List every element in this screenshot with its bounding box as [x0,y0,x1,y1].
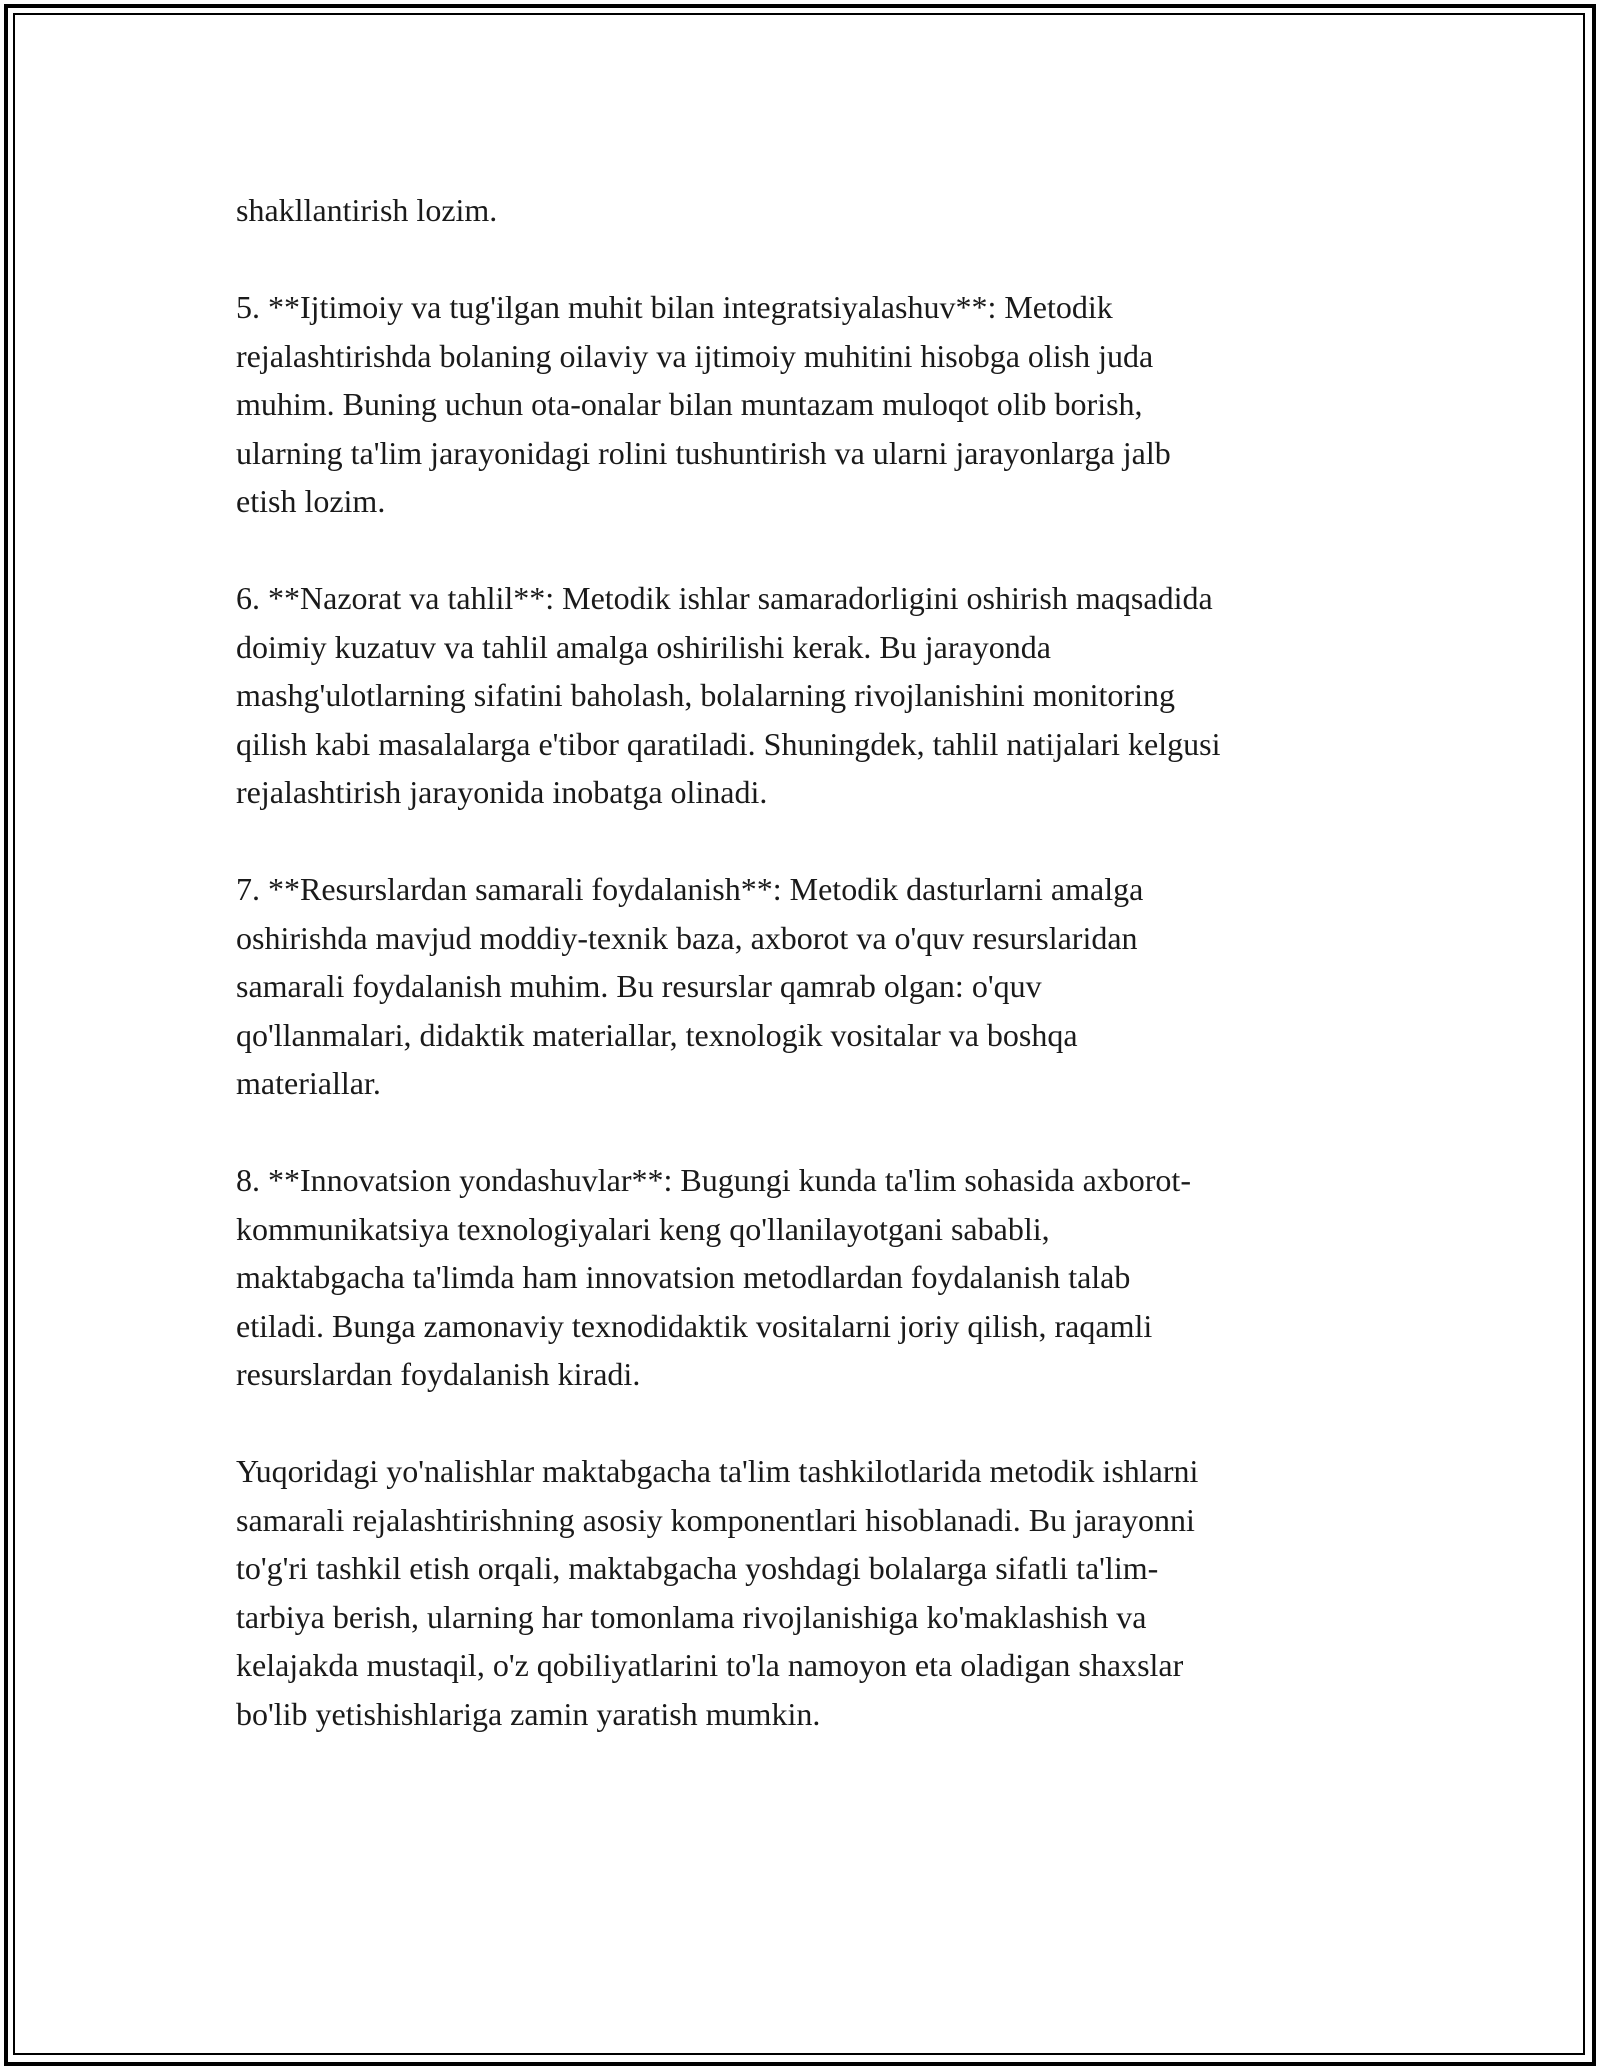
text-line: 7. **Resurslardan samarali foydalanish**: Metodik dasturlarni amalga [236,871,1144,907]
text-line: etish lozim. [236,483,386,519]
text-line: doimiy kuzatuv va tahlil amalga oshirilishi kerak. Bu jarayonda [236,628,1051,665]
text-line: etiladi. Bunga zamonaviy texnodidaktik vositalarni joriy qilish, raqamli [236,1307,1153,1344]
text-line: materiallar. [236,1065,381,1101]
paragraph-conclusion [236,1447,1376,1738]
text-line: kelajakda mustaqil, o'z qobiliyatlarini to'la namoyon eta oladigan shaxslar [236,1647,1184,1683]
paragraph-item-7 [236,865,1376,1108]
text-line: mashg'ulotlarning sifatini baholash, bolalarning rivojlanishini monitoring [236,677,1175,713]
text-line: muhim. Buning uchun ota-onalar bilan muntazam muloqot olib borish, [236,386,1143,422]
paragraph-continuation [236,186,1376,235]
text-line: qo'llanmalari, didaktik materiallar, texnologik vositalar va boshqa [236,1016,1078,1053]
text-line: 8. **Innovatsion yondashuvlar**: Bugungi kunda ta'lim sohasida axborot- [236,1162,1191,1198]
text-line: bo'lib yetishishlariga zamin yaratish mumkin. [236,1695,821,1732]
text-line: shakllantirish lozim. [236,192,498,228]
text-line: qilish kabi masalalarga e'tibor qaratiladi. Shuningdek, tahlil natijalari kelgusi [236,725,1221,762]
text-line: 5. **Ijtimoiy va tug'ilgan muhit bilan integratsiyalashuv**: Metodik [236,289,1113,325]
text-line: oshirishda mavjud moddiy-texnik baza, axborot va o'quv resurslaridan [236,919,1138,956]
text-line: samarali foydalanish muhim. Bu resurslar qamrab olgan: o'quv [236,968,1042,1004]
text-line: tarbiya berish, ularning har tomonlama rivojlanishiga ko'maklashish va [236,1598,1147,1635]
text-line: maktabgacha ta'limda ham innovatsion metodlardan foydalanish talab [236,1259,1131,1295]
text-line: to'g'ri tashkil etish orqali, maktabgacha yoshdagi bolalarga sifatli ta'lim- [236,1550,1159,1586]
text-line: Yuqoridagi yo'nalishlar maktabgacha ta'lim tashkilotlarida metodik ishlarni [236,1453,1199,1489]
text-line: kommunikatsiya texnologiyalari keng qo'llanilayotgani sababli, [236,1210,1050,1247]
text-line: rejalashtirish jarayonida inobatga olinadi. [236,774,768,810]
text-line: samarali rejalashtirishning asosiy komponentlari hisoblanadi. Bu jarayonni [236,1501,1195,1538]
text-line: ularning ta'lim jarayonidagi rolini tushuntirish va ularni jarayonlarga jalb [236,434,1171,471]
paragraph-item-6 [236,574,1376,817]
text-line: resurslardan foydalanish kiradi. [236,1356,641,1392]
document-body [236,186,1376,1787]
text-line: 6. **Nazorat va tahlil**: Metodik ishlar samaradorligini oshirish maqsadida [236,580,1213,616]
paragraph-item-5 [236,283,1376,526]
text-line: rejalashtirishda bolaning oilaviy va ijtimoiy muhitini hisobga olish juda [236,337,1154,374]
paragraph-item-8 [236,1156,1376,1399]
